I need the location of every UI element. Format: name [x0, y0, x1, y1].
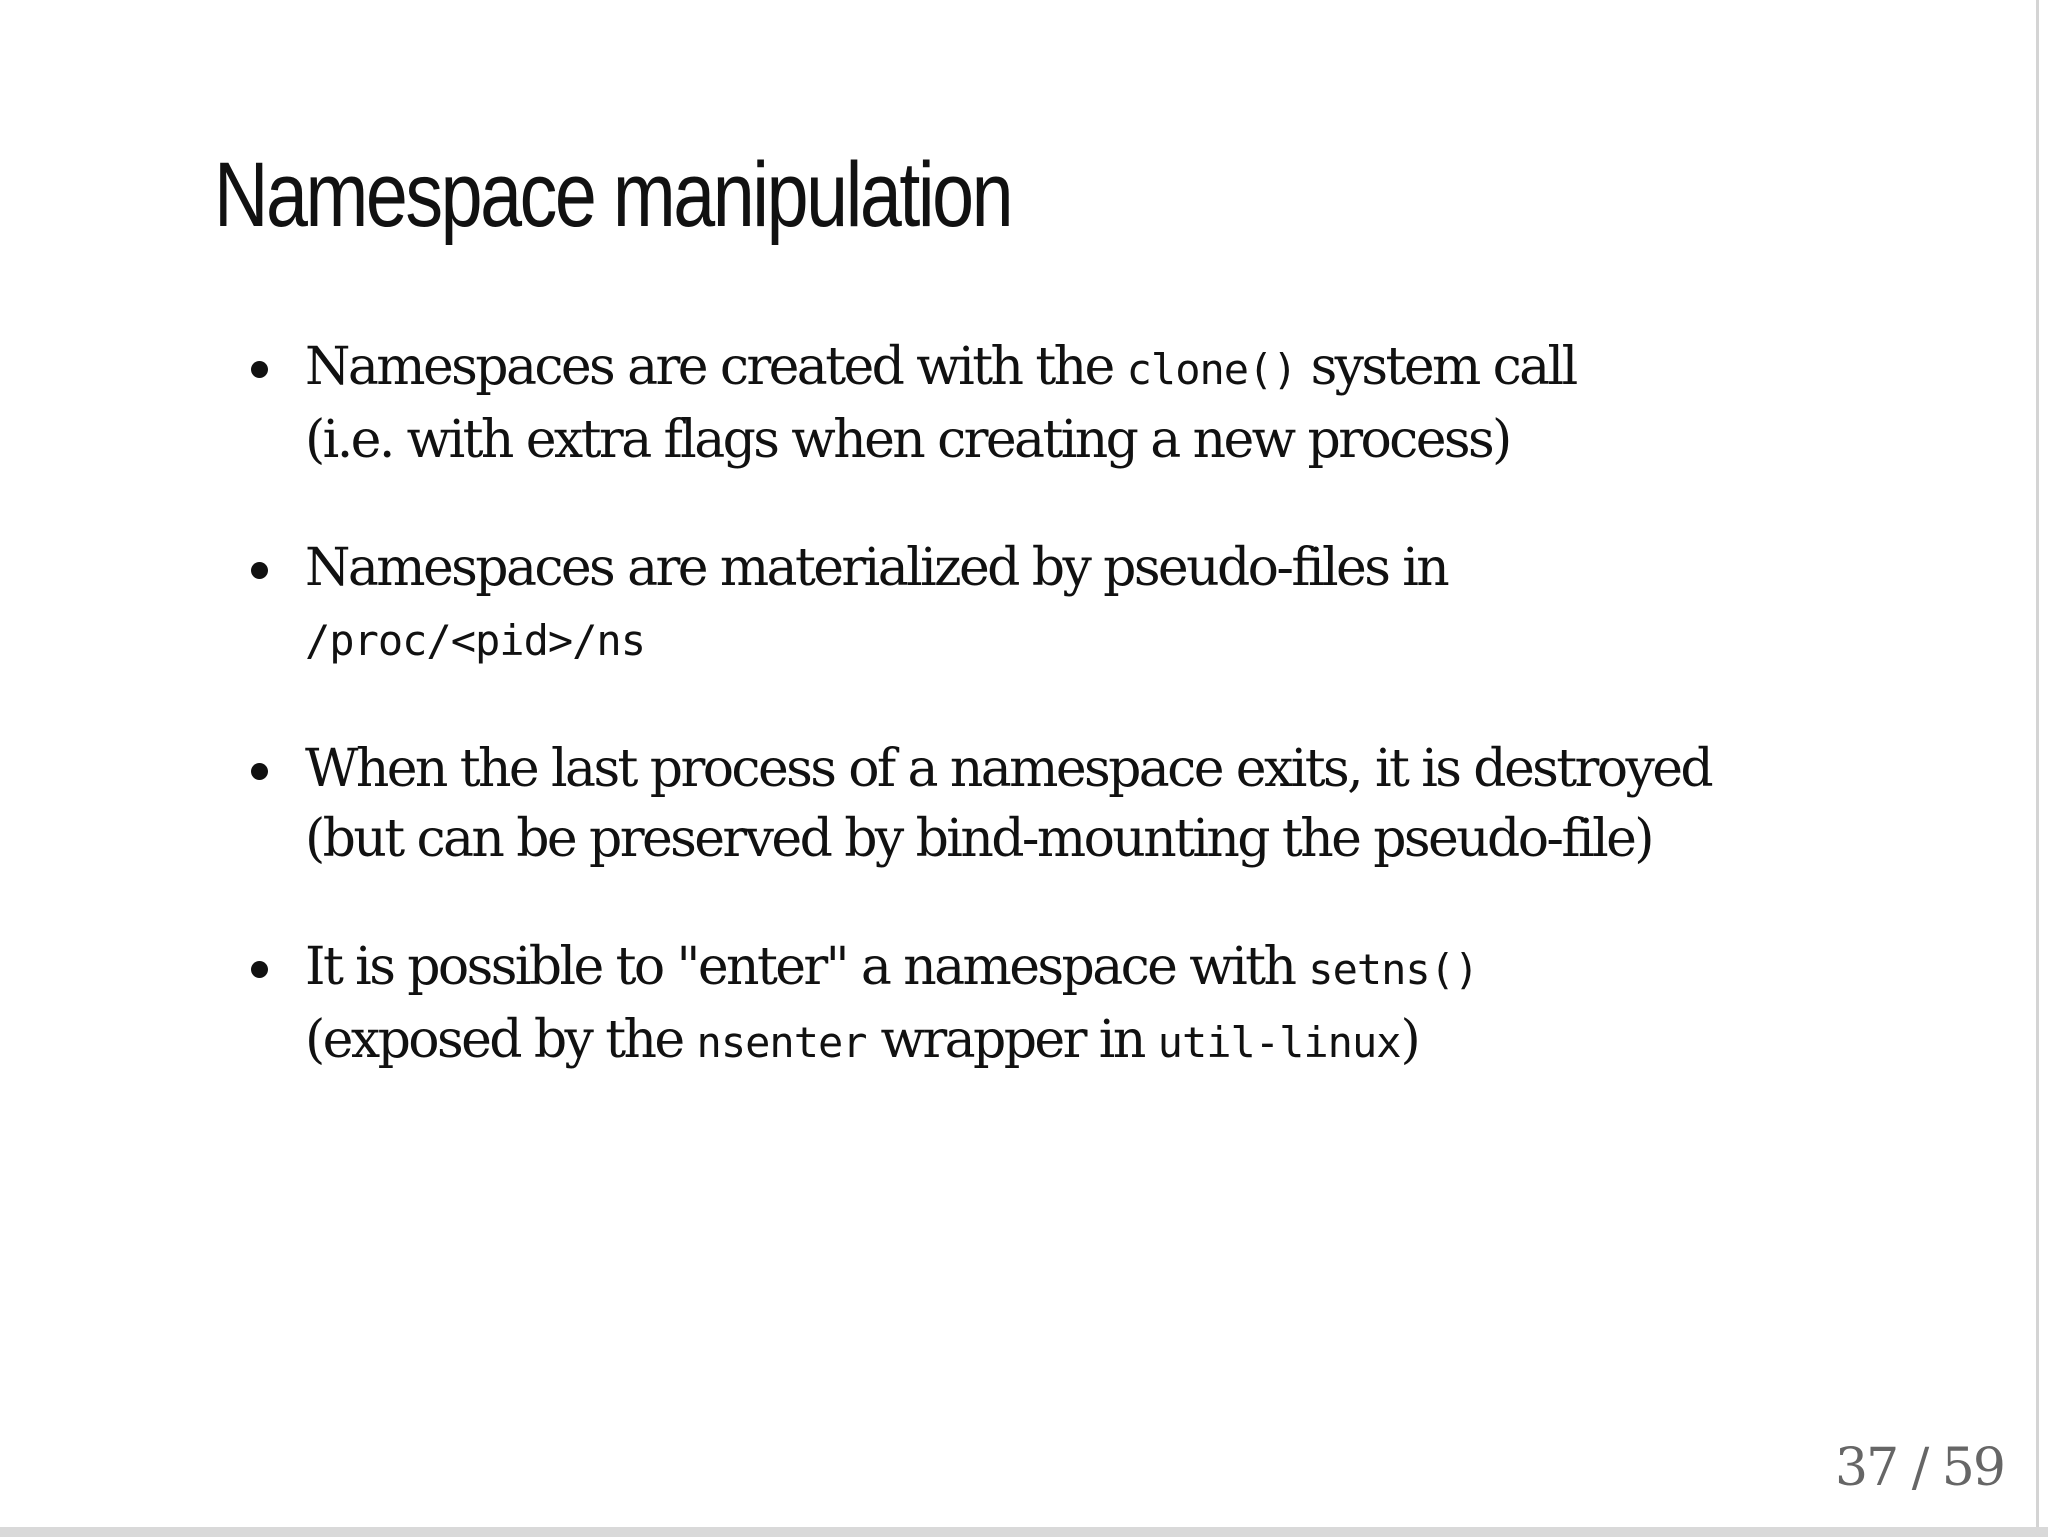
bullet-line: [305, 332, 1865, 405]
inline-code: nsenter: [696, 1018, 867, 1067]
bullet-line: [305, 932, 1865, 1005]
bullet-text: (exposed by the: [305, 1010, 697, 1070]
bullet-dot-icon: [251, 763, 268, 780]
bullet-line: (i.e. with extra flags when creating a new process): [305, 410, 1510, 470]
bullet-item: [305, 533, 1865, 676]
bullet-text: ): [1400, 1010, 1419, 1070]
right-border: [2036, 0, 2039, 1537]
bullet-line: When the last process of a namespace exits, it is destroyed: [305, 739, 1712, 799]
inline-code: setns(): [1308, 945, 1479, 994]
slide-title: Namespace manipulation: [214, 144, 1012, 246]
inline-code: /proc/<pid>/ns: [305, 616, 646, 665]
page-number: [1835, 1438, 2004, 1498]
bullet-text: system call: [1296, 337, 1576, 397]
bullet-text: wrapper in: [866, 1010, 1158, 1070]
bullet-dot-icon: [251, 361, 268, 378]
bullet-item: [305, 932, 1865, 1078]
bullet-item: [305, 734, 1865, 874]
bullet-dot-icon: [251, 562, 268, 579]
bullet-text: It is possible to "enter" a namespace with: [305, 937, 1309, 997]
bullet-line: [305, 603, 1865, 676]
page-separator: /: [1897, 1438, 1942, 1498]
bullet-item: [305, 332, 1865, 475]
bullet-list: [305, 332, 1865, 1136]
bottom-border: [0, 1527, 2048, 1537]
bullet-line: Namespaces are materialized by pseudo-files in: [305, 538, 1448, 598]
inline-code: util-linux: [1157, 1018, 1401, 1067]
page-total: 59: [1941, 1438, 2004, 1498]
bullet-dot-icon: [251, 961, 268, 978]
inline-code: clone(): [1126, 345, 1297, 394]
bullet-line: (but can be preserved by bind-mounting the pseudo-file): [305, 809, 1652, 869]
bullet-line: [305, 1005, 1865, 1078]
bullet-text: Namespaces are created with the: [305, 337, 1127, 397]
page-current: 37: [1835, 1438, 1898, 1498]
